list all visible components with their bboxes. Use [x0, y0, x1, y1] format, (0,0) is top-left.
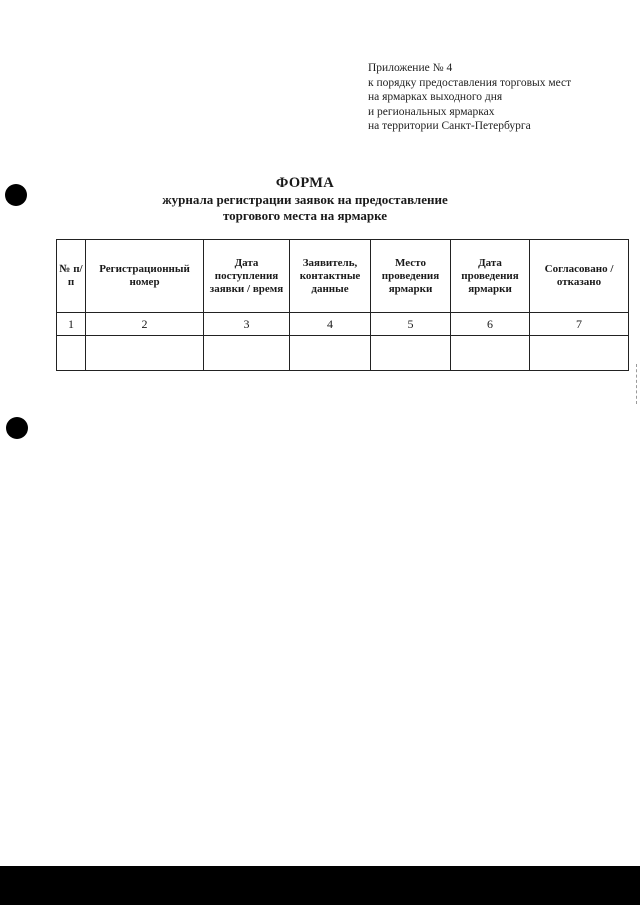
appendix-line: Приложение № 4 — [368, 62, 453, 74]
table-cell-empty — [86, 336, 204, 371]
table-cell-empty — [57, 336, 86, 371]
table-cell: 7 — [530, 313, 629, 336]
appendix-line: и региональных ярмарках — [368, 105, 495, 118]
appendix-line: на ярмарках выходного дня — [368, 91, 503, 104]
appendix-note — [368, 61, 571, 134]
table-cell-empty — [371, 336, 451, 371]
column-header-registration-number: Регистрационный номер — [86, 240, 204, 313]
column-header-number: № п/п — [57, 240, 86, 313]
table-cell: 5 — [371, 313, 451, 336]
table-cell: 4 — [290, 313, 371, 336]
table-row-numbering — [57, 313, 629, 336]
table-cell-empty — [451, 336, 530, 371]
column-header-received-date: Дата поступления заявки / время — [204, 240, 290, 313]
table-cell: 3 — [204, 313, 290, 336]
form-subtitle-line: журнала регистрации заявок на предоставление — [162, 192, 448, 207]
appendix-line: к порядку предоставления торговых мест — [368, 76, 572, 89]
appendix-line: на территории Санкт-Петербурга — [368, 120, 531, 133]
form-title: ФОРМА — [275, 175, 335, 191]
table-row-empty — [57, 336, 629, 371]
column-header-fair-location: Место проведения ярмарки — [371, 240, 451, 313]
registration-journal-table — [56, 239, 629, 371]
table-cell-empty — [290, 336, 371, 371]
form-subtitle — [0, 192, 640, 223]
scan-bottom-band — [0, 866, 640, 905]
form-subtitle-line: торгового места на ярмарке — [222, 207, 388, 223]
table-header-row — [57, 240, 629, 313]
punch-hole-mark — [6, 417, 28, 439]
table-cell: 6 — [451, 313, 530, 336]
column-header-applicant: Заявитель, контактные данные — [290, 240, 371, 313]
table-cell-empty — [204, 336, 290, 371]
table-cell: 2 — [86, 313, 204, 336]
table-cell-empty — [530, 336, 629, 371]
scan-edge-mark — [636, 364, 639, 404]
table-cell: 1 — [57, 313, 86, 336]
column-header-approval: Согласовано / отказано — [530, 240, 629, 313]
form-heading — [0, 174, 640, 223]
column-header-fair-date: Дата проведения ярмарки — [451, 240, 530, 313]
